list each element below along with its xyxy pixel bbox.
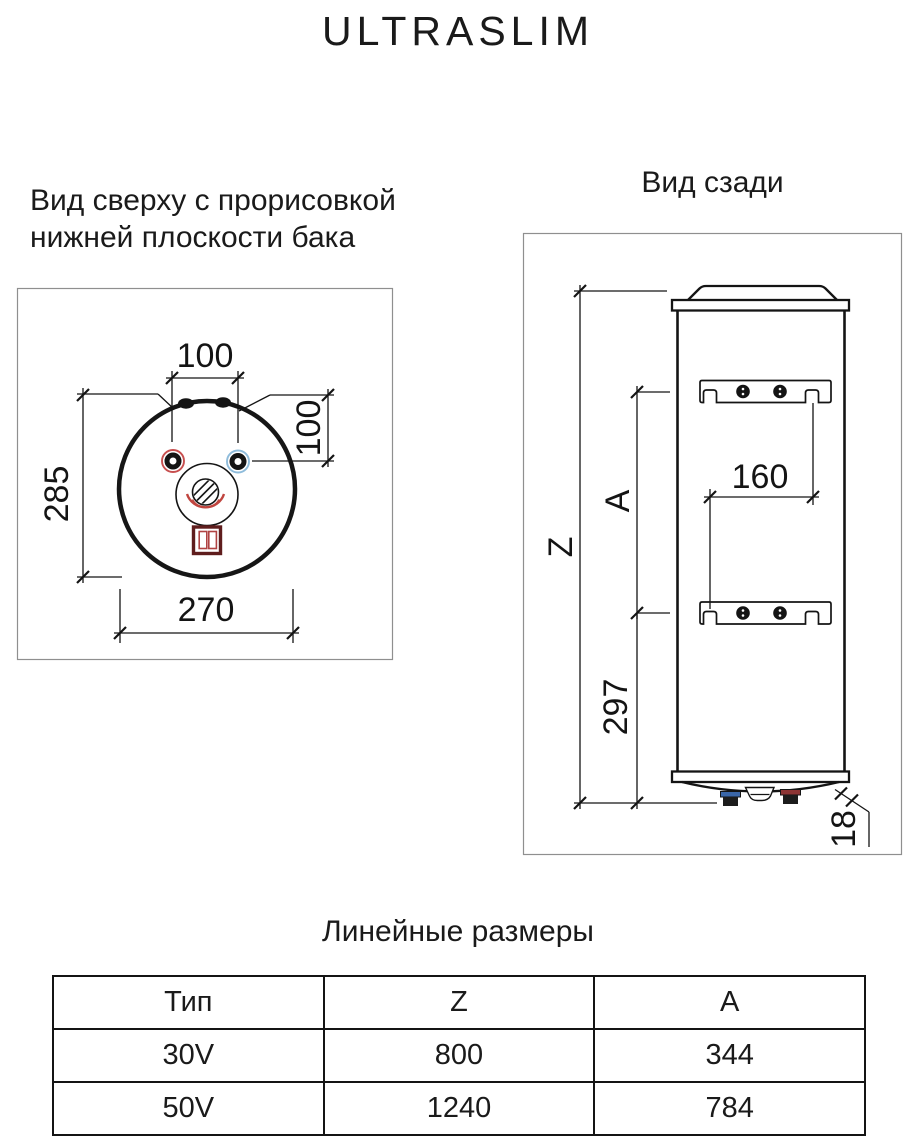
dim-bracket-span-value: A [599,489,637,513]
table-cell-type-50v: 50V [53,1082,324,1135]
table-cell-a-50v: 784 [594,1082,865,1135]
table-cell-type-30v: 30V [53,1029,324,1082]
dim-inlet-offset-value: 100 [290,399,328,457]
hot-outlet-pipe [781,790,801,805]
table-header-row [53,976,865,1029]
table-row [53,1029,865,1082]
table-header-type: Тип [53,976,324,1029]
dim-height-value: Z [542,536,580,558]
table-header-a: A [594,976,865,1029]
hot-water-pipe-marker [162,450,184,472]
dim-mount-spacing-value: 100 [176,337,234,375]
table-cell-a-30v: 344 [594,1029,865,1082]
top-cap [688,286,837,300]
table-row [53,1082,865,1135]
dim-width-270 [114,589,299,643]
mounting-bracket-upper [700,381,831,403]
table-header-z: Z [324,976,595,1029]
heater-back-view [672,286,849,806]
mount-bump-left [178,398,194,408]
mount-bump-right [215,397,231,407]
cold-water-pipe-marker [227,451,249,473]
top-view-label-line2: нижней плоскости бака [30,221,356,254]
cold-inlet-pipe [721,792,741,807]
dim-mount-spacing-100 [166,337,244,443]
table-cell-z-30v: 800 [324,1029,595,1082]
top-band [672,300,849,311]
back-view-drawing [500,225,916,870]
dim-pipe-stub-value: 18 [825,810,863,848]
flange-circle [176,464,238,526]
dimensions-table [52,975,866,1136]
dim-pipe-stub-18 [825,788,869,848]
dim-bottom-to-bracket-value: 297 [597,678,635,736]
page-title: ULTRASLIM [321,8,595,54]
bottom-band [672,772,849,783]
table-title: Линейные размеры [322,915,594,948]
dim-hole-spacing-value: 160 [731,458,789,496]
back-view-label: Вид сзади [641,166,784,199]
thermostat-knob [192,479,218,505]
top-view-label [30,182,430,256]
dim-bracket-span-A [599,386,670,619]
mounting-bracket-lower [700,602,831,624]
power-connector-box [194,527,221,554]
tank-top-view [119,397,295,577]
dim-bottom-to-bracket-297 [597,613,643,809]
dim-depth-value: 285 [38,465,76,523]
dim-width-value: 270 [177,591,235,629]
top-view-label-line1: Вид сверху с прорисовкой [30,184,396,217]
table-cell-z-50v: 1240 [324,1082,595,1135]
top-view-drawing [0,270,420,670]
dim-hole-spacing-160 [704,403,819,609]
